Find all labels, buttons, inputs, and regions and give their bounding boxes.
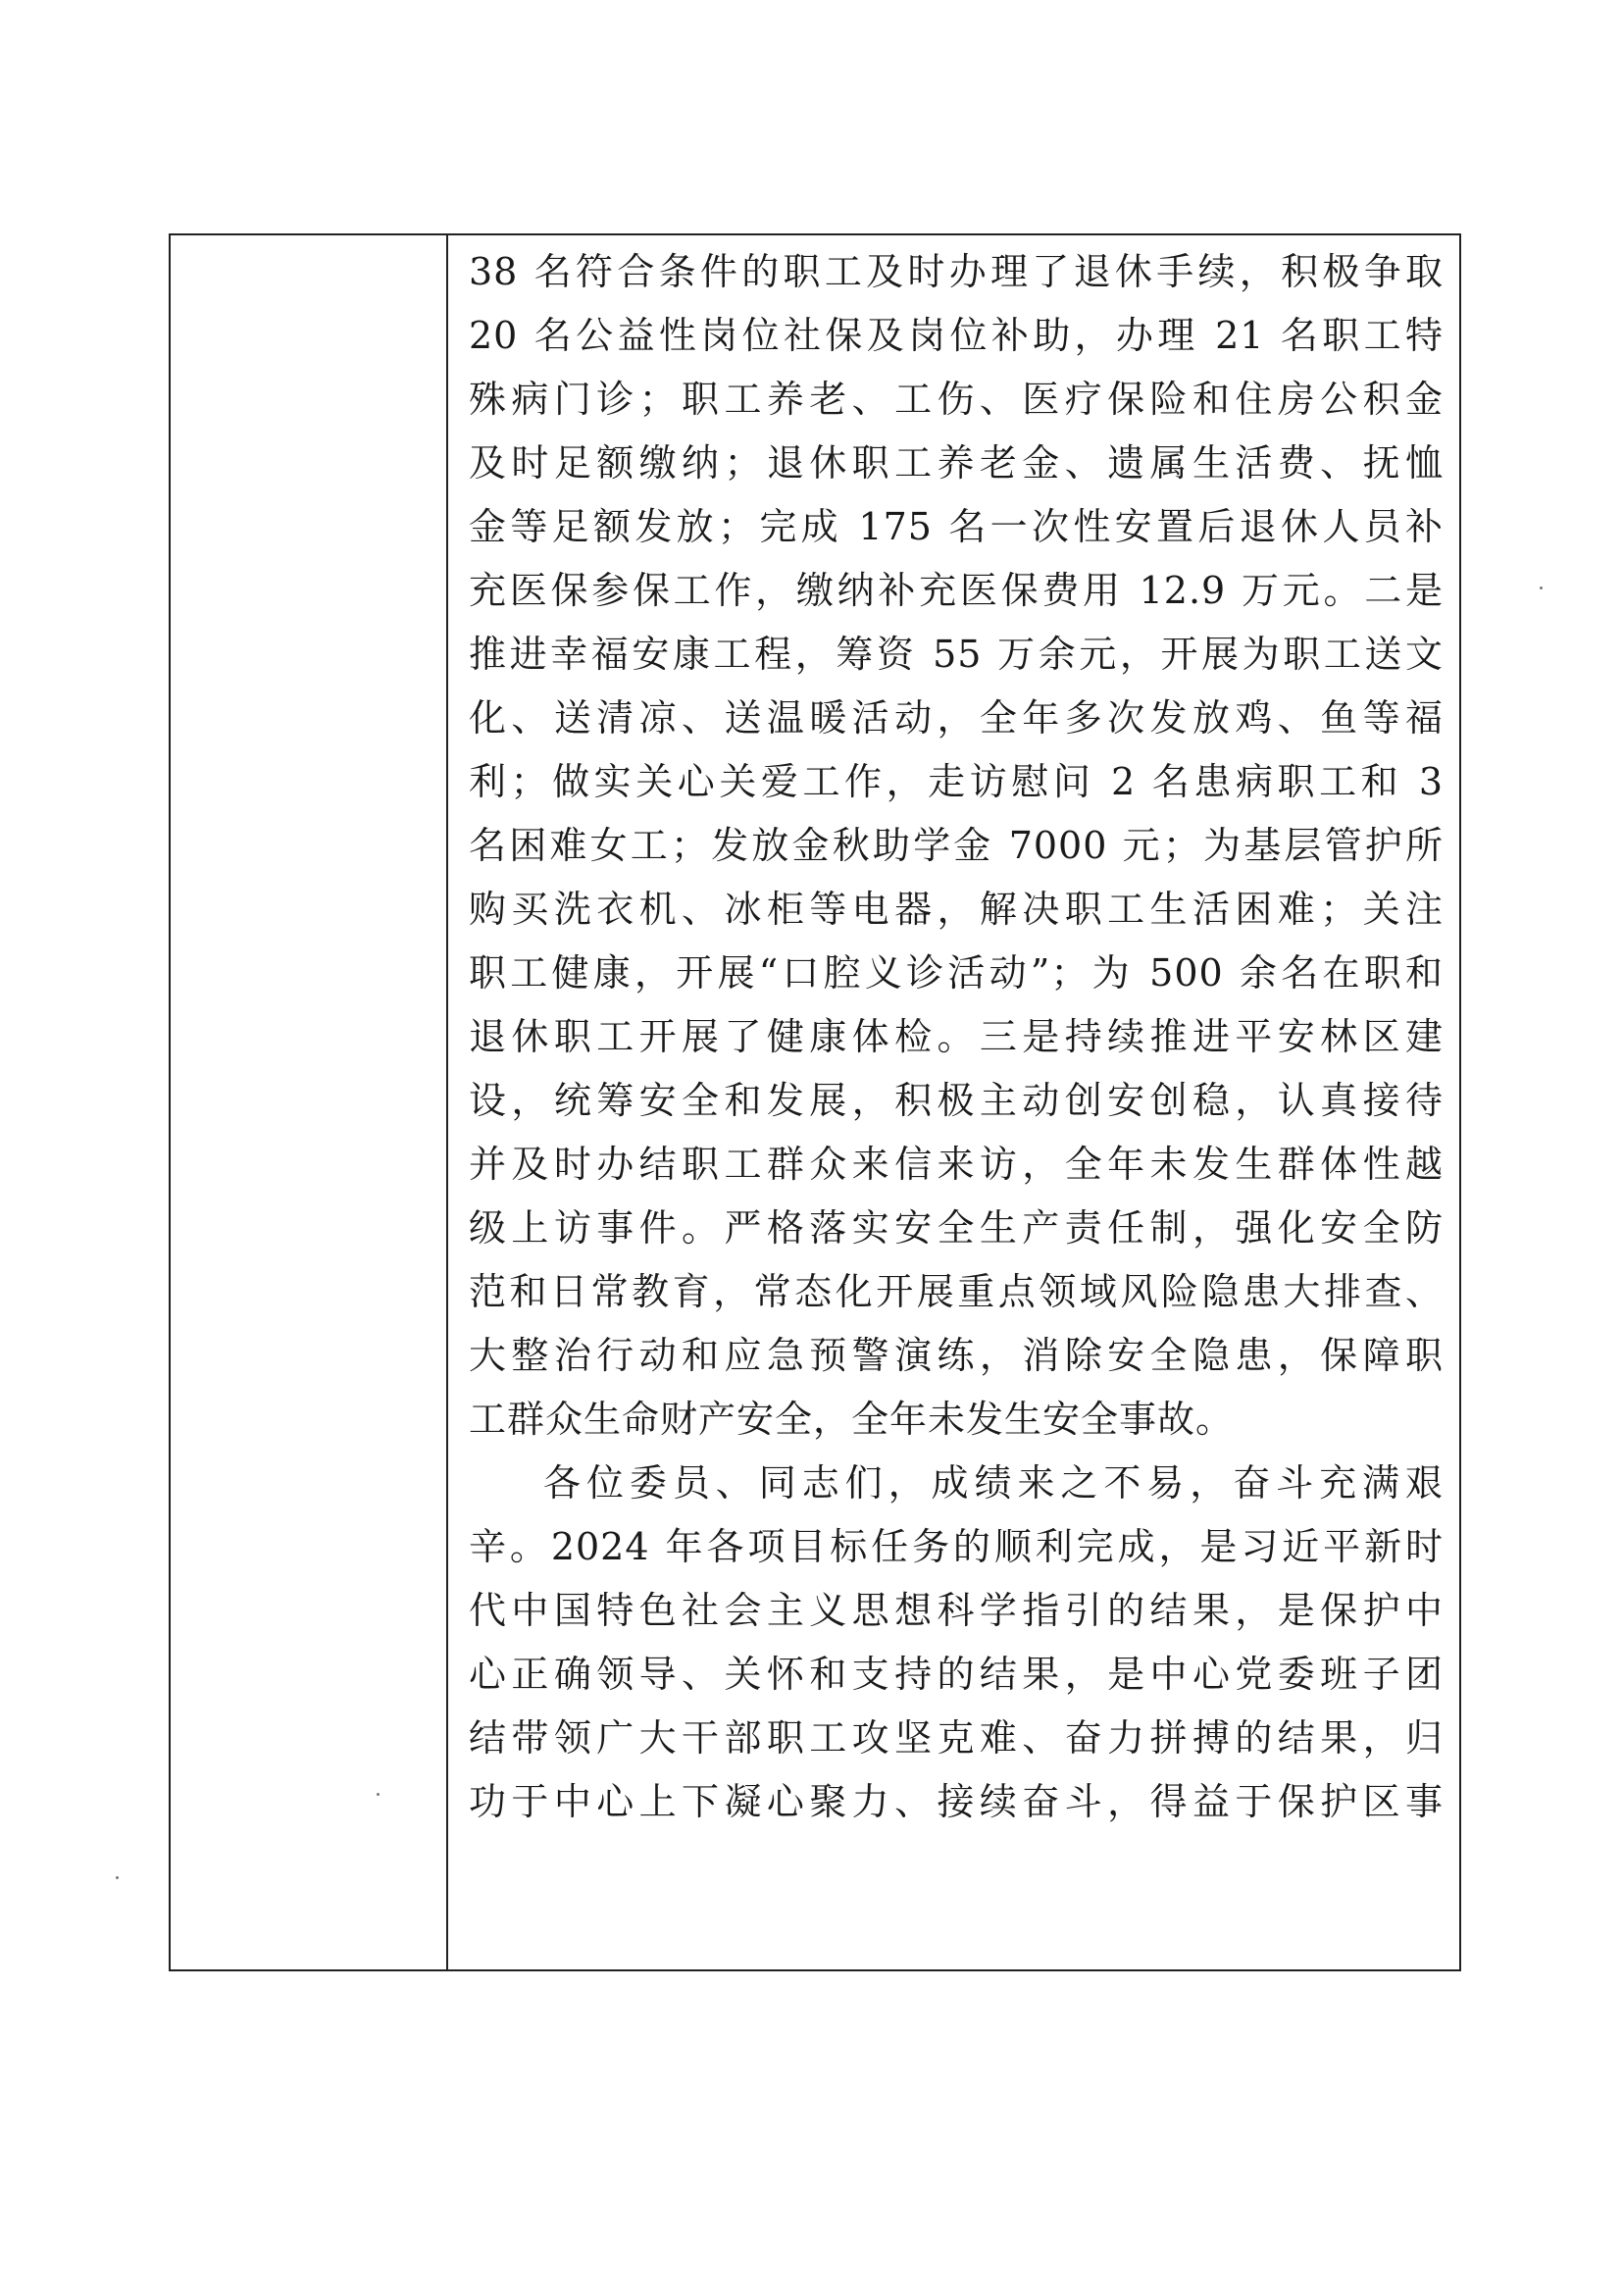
scan-speck [1540, 587, 1543, 589]
text-line: 大整治行动和应急预警演练，消除安全隐患，保障职 [469, 1334, 1444, 1377]
text-line: 推进幸福安康工程，筹资 55 万余元，开展为职工送文 [469, 633, 1444, 676]
text-line: 辛。2024 年各项目标任务的顺利完成，是习近平新时 [469, 1525, 1444, 1568]
text-line: 设，统筹安全和发展，积极主动创安创稳，认真接待 [469, 1079, 1444, 1122]
text-line: 心正确领导、关怀和支持的结果，是中心党委班子团 [469, 1653, 1444, 1696]
column-divider [446, 235, 448, 1969]
text-line: 级上访事件。严格落实安全生产责任制，强化安全防 [469, 1206, 1444, 1250]
text-line: 结带领广大干部职工攻坚克难、奋力拼搏的结果，归 [469, 1716, 1444, 1760]
text-line: 殊病门诊；职工养老、工伤、医疗保险和住房公积金 [469, 378, 1444, 421]
text-line: 购买洗衣机、冰柜等电器，解决职工生活困难；关注 [469, 888, 1444, 931]
left-label-cell [172, 236, 446, 1968]
text-line: 及时足额缴纳；退休职工养老金、遗属生活费、抚恤 [469, 441, 1444, 485]
text-line: 利；做实关心关爱工作，走访慰问 2 名患病职工和 3 [469, 760, 1444, 803]
text-line: 代中国特色社会主义思想科学指引的结果，是保护中 [469, 1589, 1444, 1632]
text-line: 职工健康，开展“口腔义诊活动”；为 500 余名在职和 [469, 951, 1444, 995]
text-line: 充医保参保工作，缴纳补充医保费用 12.9 万元。二是 [469, 569, 1444, 612]
text-line: 化、送清凉、送温暖活动，全年多次发放鸡、鱼等福 [469, 696, 1444, 740]
scan-speck [116, 1876, 119, 1879]
text-line: 38 名符合条件的职工及时办理了退休手续，积极争取 [469, 250, 1444, 293]
content-cell [469, 247, 1449, 1954]
text-line: 20 名公益性岗位社保及岗位补助，办理 21 名职工特 [469, 314, 1444, 357]
text-line: 金等足额发放；完成 175 名一次性安置后退休人员补 [469, 505, 1444, 548]
scan-speck [377, 1793, 380, 1796]
text-line: 范和日常教育，常态化开展重点领域风险隐患大排查、 [469, 1270, 1444, 1313]
text-line: 功于中心上下凝心聚力、接续奋斗，得益于保护区事 [469, 1780, 1444, 1823]
text-line: 名困难女工；发放金秋助学金 7000 元；为基层管护所 [469, 824, 1444, 867]
paragraph-start-line: 各位委员、同志们，成绩来之不易，奋斗充满艰 [543, 1461, 1444, 1505]
paragraph-end-line: 工群众生命财产安全，全年未发生安全事故。 [469, 1398, 1235, 1441]
text-line: 退休职工开展了健康体检。三是持续推进平安林区建 [469, 1015, 1444, 1058]
text-line: 并及时办结职工群众来信来访，全年未发生群体性越 [469, 1143, 1444, 1186]
